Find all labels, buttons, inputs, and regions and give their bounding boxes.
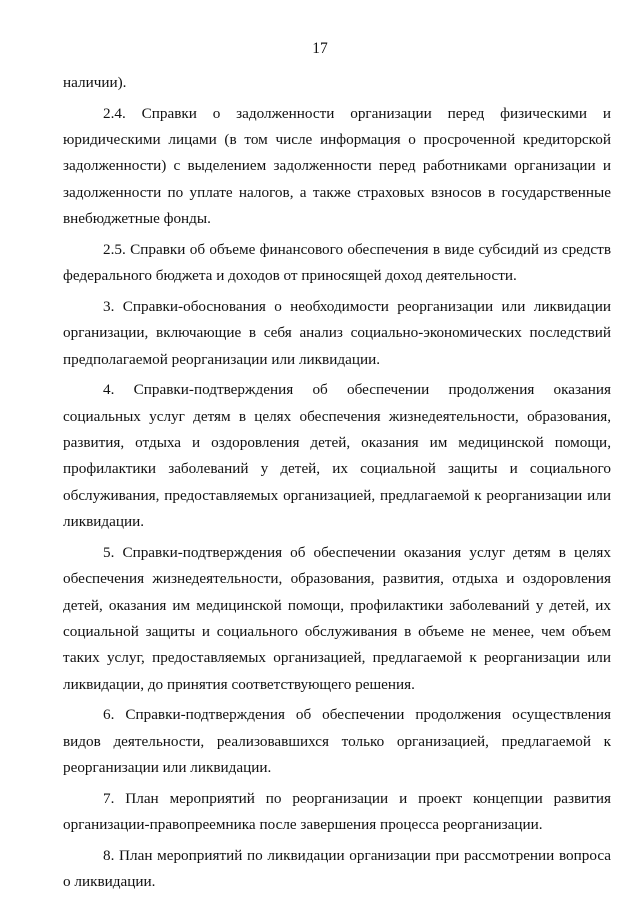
- document-body: [63, 70, 611, 900]
- paragraph-continuation: наличии).: [63, 74, 127, 91]
- paragraph-2-4-debt-certificates: 2.4. Справки о задолженности организации перед физическими и юридическими лицами (в том числе информация о просроченной кредиторской задолженности) с выделением задолженности перед работниками организации и задолженности по уплате налогов, а также страховых взносов в государственные внебюджетные фонды.: [63, 104, 611, 228]
- paragraph-2-5-funding-certificates: 2.5. Справки об объеме финансового обеспечения в виде субсидий из средств федерального бюджета и доходов от приносящей доход деятельности.: [63, 240, 611, 285]
- paragraph-6-activity-continuation-certificates: 6. Справки-подтверждения об обеспечении продолжения осуществления видов деятельности, реализовавшихся только организацией, предлагаемой к реорганизации или ликвидации.: [63, 706, 611, 777]
- paragraph-8-liquidation-plan: 8. План мероприятий по ликвидации организации при рассмотрении вопроса о ликвидации.: [63, 846, 611, 891]
- paragraph-4-service-continuation-certificates: 4. Справки-подтверждения об обеспечении продолжения оказания социальных услуг детям в целях обеспечения жизнедеятельности, образования, развития, отдыха и оздоровления детей, оказания им медицинской помощи, профилактики заболеваний у детей, их социальной защиты и социального обслуживания, предоставляемых организацией, предлагаемой к реорганизации или ликвидации.: [63, 381, 611, 531]
- paragraph-7-reorganization-plan: 7. План мероприятий по реорганизации и проект концепции развития организации-правопреемника после завершения процесса реорганизации.: [63, 789, 611, 834]
- page-number: 17: [312, 40, 328, 57]
- paragraph-3-justification-certificates: 3. Справки-обоснования о необходимости реорганизации или ликвидации организации, включающие в себя анализ социально-экономических последствий предполагаемой реорганизации или ликвидации.: [63, 297, 611, 368]
- paragraph-5-service-volume-certificates: 5. Справки-подтверждения об обеспечении оказания услуг детям в целях обеспечения жизнедеятельности, образования, развития, отдыха и оздоровления детей, оказания им медицинской помощи, профилактики заболеваний у детей, их социальной защиты и социального обслуживания в объеме не менее, чем объем таких услуг, предоставляемых организацией, предлагаемой к реорганизации или ликвидации, до принятия соответствующего решения.: [63, 543, 611, 693]
